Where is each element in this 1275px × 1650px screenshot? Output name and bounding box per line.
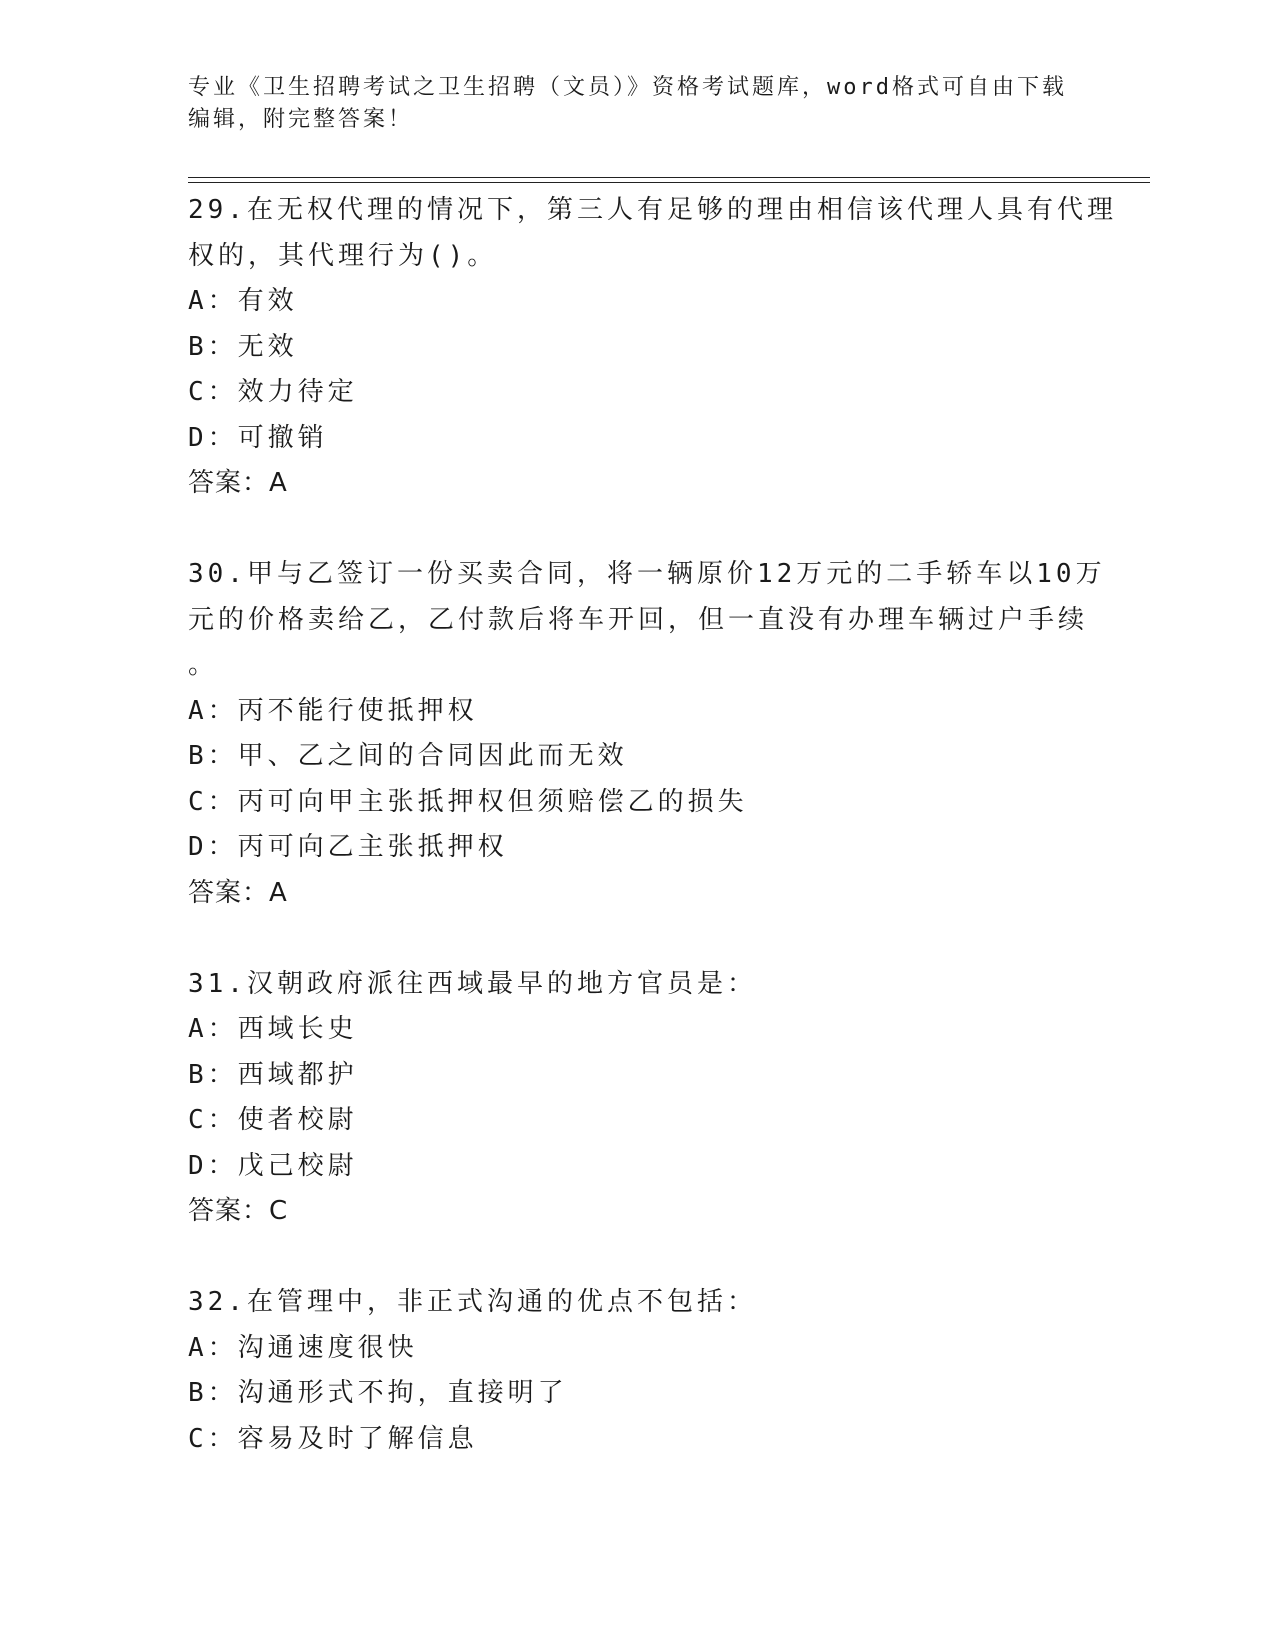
option-b: B：西域都护 bbox=[188, 1059, 358, 1090]
option-b: B：无效 bbox=[188, 331, 298, 362]
question-29 bbox=[188, 188, 1117, 507]
option-b: B：甲、乙之间的合同因此而无效 bbox=[188, 741, 628, 771]
question-stem-line: 32.在管理中，非正式沟通的优点不包括： bbox=[188, 1287, 757, 1317]
option-c: C：容易及时了解信息 bbox=[188, 1423, 478, 1454]
question-stem-line: 。 bbox=[188, 650, 219, 680]
option-a: A：有效 bbox=[188, 286, 298, 316]
header-divider-top bbox=[188, 177, 1150, 178]
option-a: A：沟通速度很快 bbox=[188, 1332, 418, 1363]
option-d: D：戊己校尉 bbox=[188, 1150, 358, 1181]
question-list bbox=[188, 188, 1117, 1462]
answer-line: 答案：A bbox=[188, 877, 288, 908]
option-a: A：丙不能行使抵押权 bbox=[188, 695, 478, 726]
spacer bbox=[188, 507, 1088, 553]
question-stem-line: 31.汉朝政府派往西域最早的地方官员是： bbox=[188, 968, 757, 999]
header-line-1: 专业《卫生招聘考试之卫生招聘（文员）》资格考试题库，word格式可自由下载 bbox=[188, 75, 1067, 100]
header-line-2: 编辑，附完整答案！ bbox=[188, 107, 414, 132]
option-b: B：沟通形式不拘，直接明了 bbox=[188, 1378, 568, 1408]
header-divider-bottom bbox=[188, 182, 1150, 183]
answer-line: 答案：C bbox=[188, 1196, 289, 1226]
option-d: D：丙可向乙主张抵押权 bbox=[188, 832, 508, 862]
document-header bbox=[188, 72, 1068, 136]
option-a: A：西域长史 bbox=[188, 1014, 358, 1044]
question-stem-line: 30.甲与乙签订一份买卖合同，将一辆原价12万元的二手轿车以10万 bbox=[188, 559, 1106, 589]
option-d: D：可撤销 bbox=[188, 422, 328, 453]
question-stem-line: 元的价格卖给乙，乙付款后将车开回，但一直没有办理车辆过户手续 bbox=[188, 604, 1089, 635]
question-30 bbox=[188, 552, 1106, 916]
spacer bbox=[188, 916, 1088, 962]
question-stem-line: 权的，其代理行为()。 bbox=[188, 240, 498, 271]
answer-line: 答案：A bbox=[188, 468, 288, 498]
spacer bbox=[188, 1235, 1088, 1281]
question-31 bbox=[188, 962, 1088, 1235]
option-c: C：效力待定 bbox=[188, 377, 358, 407]
option-c: C：丙可向甲主张抵押权但须赔偿乙的损失 bbox=[188, 786, 748, 817]
question-stem-line: 29.在无权代理的情况下，第三人有足够的理由相信该代理人具有代理 bbox=[188, 195, 1117, 225]
question-32 bbox=[188, 1280, 1088, 1462]
option-c: C：使者校尉 bbox=[188, 1105, 358, 1135]
